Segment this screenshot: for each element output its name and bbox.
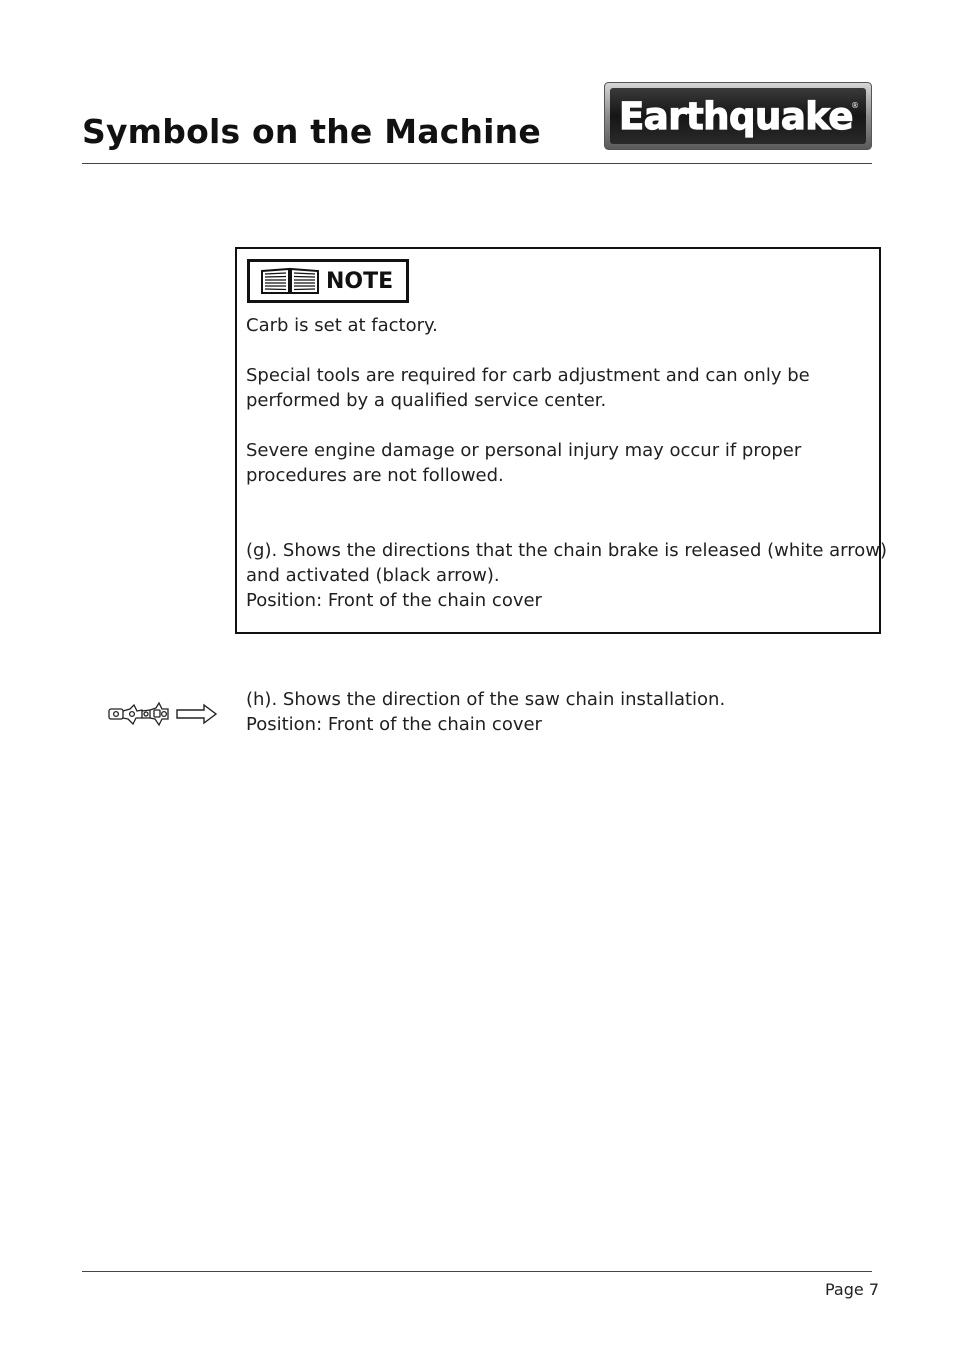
symbol-g-position: Position: Front of the chain cover [246,590,542,611]
symbol-g-line: and activated (black arrow). [246,565,500,586]
registered-mark: ® [851,101,859,110]
page-number: Page 7 [825,1280,879,1299]
open-book-icon [260,267,320,295]
symbol-h-line: (h). Shows the direction of the saw chain installation. [246,689,726,710]
note-line: performed by a qualified service center. [246,390,607,411]
note-label: NOTE [326,268,394,294]
footer-divider [82,1271,872,1272]
earthquake-logo [604,82,872,150]
note-line: Special tools are required for carb adjustment and can only be [246,365,810,386]
note-badge [247,259,409,303]
page-title: Symbols on the Machine [82,112,541,151]
logo-text: Earthquake [618,95,854,138]
note-line: Carb is set at factory. [246,315,438,336]
header-divider [82,163,872,164]
symbol-h-position: Position: Front of the chain cover [246,714,542,735]
symbol-g-line: (g). Shows the directions that the chain brake is released (white arrow) [246,540,888,561]
note-line: Severe engine damage or personal injury may occur if proper [246,440,802,461]
note-line: procedures are not followed. [246,465,504,486]
saw-chain-direction-icon [106,699,218,731]
note-box [235,247,888,634]
